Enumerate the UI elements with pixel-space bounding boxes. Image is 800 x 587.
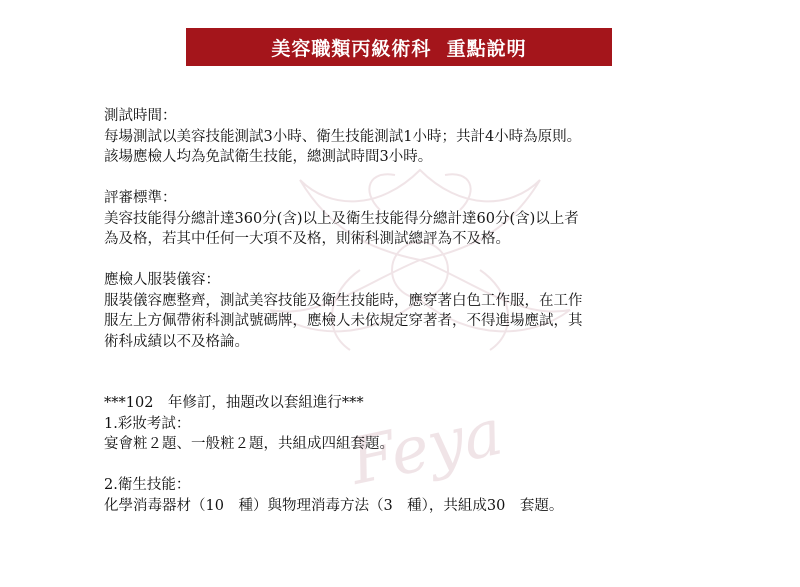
attire-line-2: 服左上方佩帶術科測試號碼牌，應檢人未依規定穿著者，不得進場應試，其	[104, 313, 583, 329]
section-heading-test-time: 測試時間：	[104, 108, 177, 124]
criteria-line-2: 為及格，若其中任何一大項不及格，則術科測試總評為不及格。	[104, 231, 510, 247]
revision-item1-heading: 1.彩妝考試：	[104, 415, 191, 432]
watermark-text: Feya	[343, 395, 509, 500]
criteria-line-1: 美容技能得分總計達360分(含)以上及衛生技能得分總計達60分(含)以上者	[104, 210, 579, 227]
section-heading-criteria: 評審標準：	[104, 190, 177, 206]
section-heading-attire: 應檢人服裝儀容：	[104, 272, 220, 288]
revision-item2-heading: 2.衛生技能：	[104, 477, 191, 493]
test-time-line-2: 該場應檢人均為免試衛生技能，總測試時間3小時。	[104, 149, 433, 165]
test-time-line-1: 每場測試以美容技能測試3小時、衛生技能測試1小時；共計4小時為原則。	[104, 128, 582, 145]
attire-line-3: 術科成績以不及格論。	[104, 333, 249, 350]
section-heading-revision: ***102 年修訂，抽題改以套組進行***	[104, 395, 364, 411]
revision-item2-line: 化學消毒器材（10 種）與物理消毒方法（3 種），共組成30 套題。	[104, 497, 564, 514]
attire-line-1: 服裝儀容應整齊，測試美容技能及衛生技能時，應穿著白色工作服，在工作	[104, 292, 583, 309]
document-body	[104, 106, 704, 516]
page-title: 美容職類丙級術科 重點說明	[186, 28, 612, 66]
revision-item1-line: 宴會粧２題、一般粧２題，共組成四組套題。	[104, 436, 394, 452]
